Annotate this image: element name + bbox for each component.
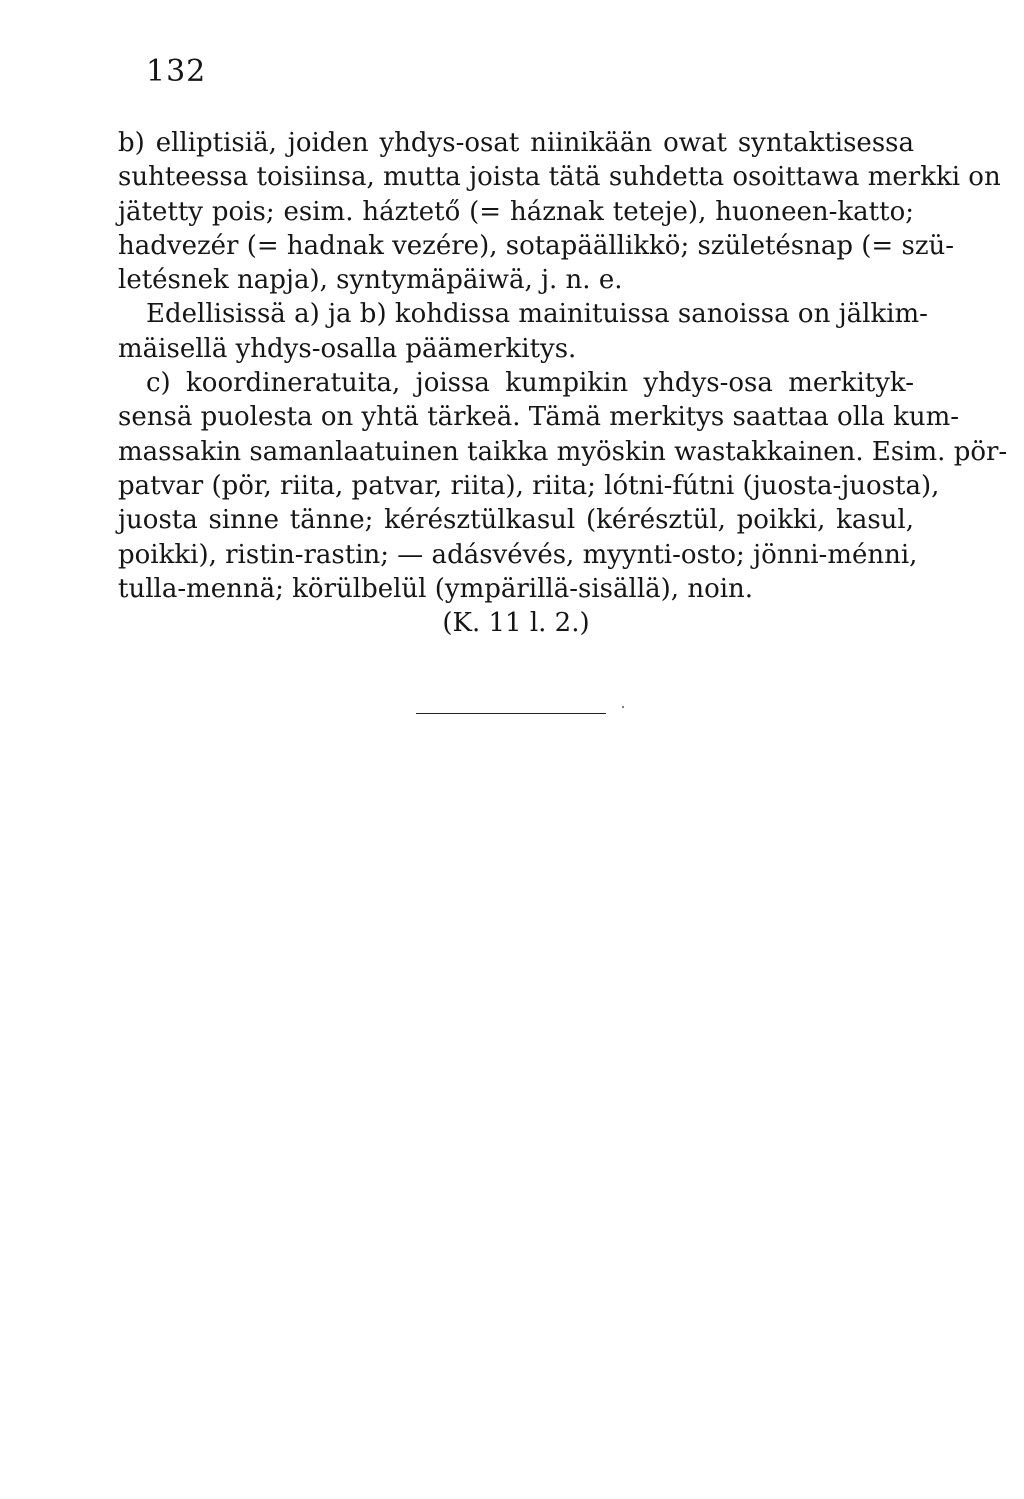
- text-line: hadvezér (= hadnak vezére), sotapäällikkö; születésnap (= szü-: [118, 230, 955, 261]
- page-number: 132: [146, 54, 207, 89]
- text-line: c) koordineratuita, joissa kumpikin yhdys-osa merkityk-: [146, 368, 914, 399]
- ink-speck: [622, 706, 624, 708]
- text-line: massakin samanlaatuinen taikka myöskin wastakkainen. Esim. pör-: [118, 436, 1008, 467]
- text-line: jätetty pois; esim. háztető (= háznak teteje), huoneen-katto;: [118, 196, 914, 227]
- reference-note: (K. 11 l. 2.): [442, 608, 590, 639]
- text-line: patvar (pör, riita, patvar, riita), riita; lótni-fútni (juosta-juosta),: [118, 470, 940, 501]
- text-line: b) elliptisiä, joiden yhdys-osat niinikään owat syntaktisessa: [118, 128, 914, 158]
- text-line: poikki), ristin-rastin; — adásvévés, myynti-osto; jönni-ménni,: [118, 539, 918, 570]
- text-line: suhteessa toisiinsa, mutta joista tätä suhdetta osoittawa merkki on: [118, 162, 1001, 193]
- body-text: [118, 126, 1008, 640]
- text-line: juosta sinne tänne; kérésztülkasul (kérésztül, poikki, kasul,: [118, 505, 914, 536]
- text-line: tulla-mennä; körülbelül (ympärillä-sisällä), noin.: [118, 573, 754, 604]
- section-divider: [416, 713, 606, 714]
- text-line: Edellisissä a) ja b) kohdissa mainituissa sanoissa on jälkim-: [146, 299, 928, 330]
- text-line: mäisellä yhdys-osalla päämerkitys.: [118, 333, 577, 364]
- text-line: sensä puolesta on yhtä tärkeä. Tämä merkitys saattaa olla kum-: [118, 402, 960, 433]
- text-line: letésnek napja), syntymäpäiwä, j. n. e.: [118, 265, 623, 296]
